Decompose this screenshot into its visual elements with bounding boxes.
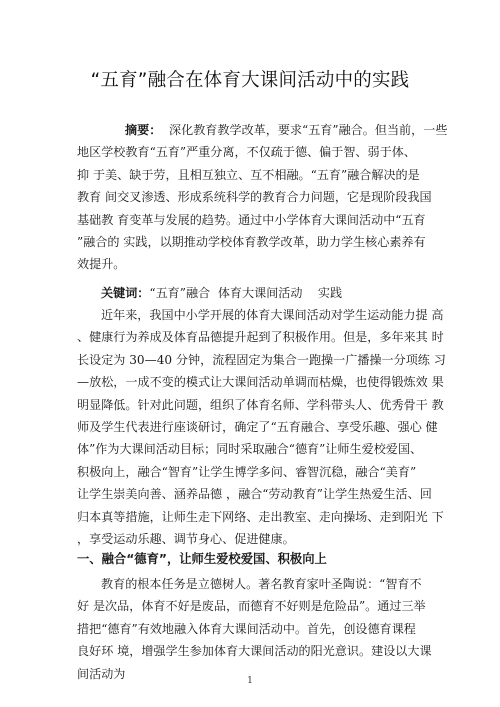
body-line: ，享受运动乐趣、调节身心、促进健康。 bbox=[77, 531, 295, 546]
abstract-text: 深化教育教学改革，要求“五育”融合。但当前，一些 bbox=[169, 123, 448, 137]
body-line: 、健康行为养成及体育品德提升起到了积极作用。但是，多年来其 时 bbox=[77, 330, 444, 345]
keywords-line bbox=[77, 282, 437, 304]
body-line: 归本真等措施，让师生走下网络、走出教室、走向操场、走到阳光 下 bbox=[77, 509, 444, 524]
body-line: 师及学生代表进行座谈研讨，确定了“五育融合、享受乐趣、强心 健 bbox=[77, 419, 438, 434]
abstract-line: 地区学校教育“五育”严重分离，不仅疏于德、偏于智、弱于体、 bbox=[77, 145, 416, 160]
body-line: 好 是次品，体育不好是废品，而德育不好则是危险品”。通过三举 bbox=[77, 599, 426, 614]
body-line: 让学生崇美向善、涵养品德 ，融合“劳动教育”让学生热爱生活、回 bbox=[77, 487, 432, 502]
abstract-paragraph bbox=[77, 119, 448, 276]
document-title: “五育”融合在体育大课间活动中的实践 bbox=[90, 70, 410, 91]
keywords-label: 关键词： bbox=[101, 286, 150, 300]
body-paragraph-section1 bbox=[77, 573, 437, 685]
page-number: 1 bbox=[247, 676, 253, 686]
abstract-line: 抑 于美、缺于劳，且相互独立、互不相融。“五育”融合解决的是 bbox=[77, 167, 420, 182]
abstract-line: 效提升。 bbox=[77, 257, 126, 272]
section-heading: 一、融合“德育”，让师生爱校爱国、积极向上 bbox=[77, 552, 327, 566]
body-line: 明显降低。针对此问题，组织了体育名师、学科带头人、优秀骨干 教 bbox=[77, 397, 444, 412]
abstract-line: 基础教 育变革与发展的趋势。通过中小学体育大课间活动中“五育 bbox=[77, 212, 426, 227]
abstract-line: ”融合的 实践，以期推动学校体育教学改革，助力学生核心素养有 bbox=[77, 234, 426, 249]
keywords-paragraph bbox=[77, 282, 437, 304]
body-line: 积极向上，融合“智育”让学生博学多问、睿智沉稳，融合“美育” bbox=[77, 464, 417, 479]
body-line: 体”作为大课间活动目标；同时采取融合“德育”让师生爱校爱国、 bbox=[77, 442, 423, 457]
body-line: —放松，一成不变的模式让大课间活动单调而枯燥，也使得锻炼效 果 bbox=[77, 375, 444, 390]
abstract-line: 教育 间交叉渗透、形成系统科学的教育合力问题，它是现阶段我国 bbox=[77, 190, 432, 205]
body-paragraph-intro bbox=[77, 304, 446, 550]
body-line: 近年来，我国中小学开展的体育大课间活动对学生运动能力提 高 bbox=[101, 308, 444, 322]
body-line: 间活动为 bbox=[77, 666, 126, 681]
body-line: 措把“德育”有效地融入体育大课间活动中。首先，创设德育课程 bbox=[77, 621, 416, 636]
keywords-text: “五育”融合 体育大课间活动 实践 bbox=[149, 286, 343, 300]
body-line: 长设定为 30—40 分钟，流程固定为集合一跑操一广播操一分项练 习 bbox=[77, 352, 446, 367]
abstract-label: 摘要： bbox=[125, 123, 162, 137]
body-line: 教育的根本任务是立德树人。著名教育家叶圣陶说：“智育不 bbox=[101, 577, 422, 591]
body-line: 良好环 境，增强学生参加体育大课间活动的阳光意识。建设以大课 bbox=[77, 644, 432, 659]
abstract-line bbox=[77, 119, 448, 141]
